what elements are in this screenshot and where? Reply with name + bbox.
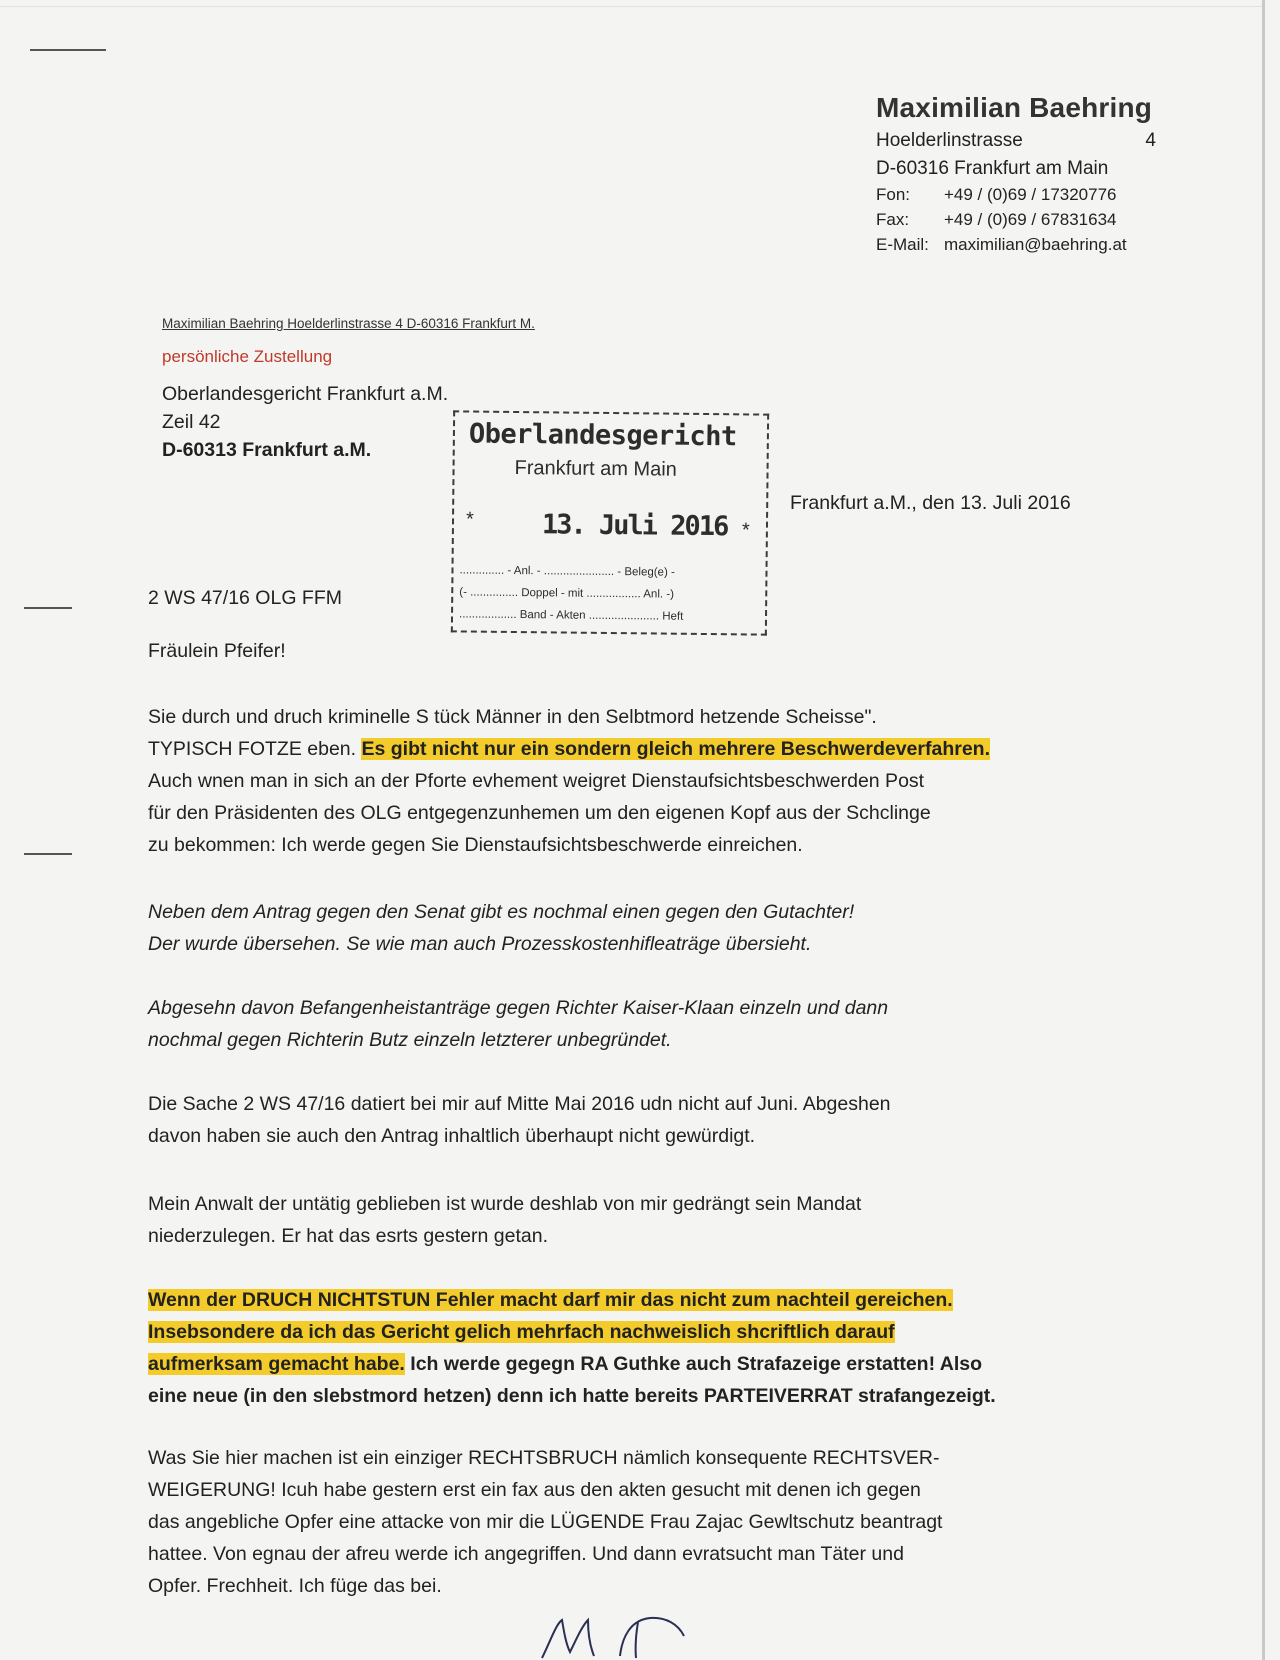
paragraph-3: [148, 992, 1058, 1056]
paragraph-1-line-2: [148, 733, 1058, 765]
paragraph-6: [148, 1284, 1058, 1412]
court-receipt-stamp: [451, 410, 769, 635]
return-address: Maximilian Baehring Hoelderlinstrasse 4 D-60316 Frankfurt M.: [162, 316, 535, 331]
paragraph-5: [148, 1188, 1058, 1252]
paragraph-1-line-4: für den Präsidenten des OLG entgegenzunhemen um den eigenen Kopf aus der Schclinge: [148, 802, 931, 824]
paragraph-6-line-2: [148, 1316, 1058, 1348]
paragraph-7-line-5: Opfer. Frechheit. Ich füge das bei.: [148, 1575, 442, 1597]
paragraph-1-line-5: zu bekommen: Ich werde gegen Sie Dienstaufsichtsbeschwerde einreichen.: [148, 834, 803, 856]
stamp-date: 13. Juli 2016: [541, 509, 728, 543]
page-right-edge: [1262, 0, 1265, 1660]
handwritten-signature: [538, 1612, 688, 1660]
paragraph-6-highlight-2: Insebsondere da ich das Gericht gelich mehrfach nachweislich shcriftlich darauf: [148, 1321, 895, 1343]
paragraph-6-line-4: eine neue (in den slebstmord hetzen) denn ich hatte bereits PARTEIVERRAT strafangezeigt.: [148, 1385, 996, 1407]
page-top-edge: [0, 6, 1262, 7]
paragraph-2-line-1: Neben dem Antrag gegen den Senat gibt es nochmal einen gegen den Gutachter!: [148, 901, 855, 923]
paragraph-1-line-2-text: TYPISCH FOTZE eben.: [148, 738, 362, 760]
paragraph-7-line-4: hattee. Von egnau der afreu werde ich angegriffen. Und dann evratsucht man Täter und: [148, 1543, 904, 1565]
salutation: Fräulein Pfeifer!: [148, 640, 286, 662]
paragraph-3-line-1: Abgesehn davon Befangenheistanträge gegen Richter Kaiser-Klaan einzeln und dann: [148, 997, 889, 1019]
paragraph-4-line-2: davon haben sie auch den Antrag inhaltlich überhaupt nicht gewürdigt.: [148, 1125, 756, 1147]
paragraph-6-highlight-1: Wenn der DRUCH NICHTSTUN Fehler macht darf mir das nicht zum nachteil gereichen.: [148, 1289, 953, 1311]
stamp-star-right: *: [741, 519, 750, 542]
fold-mark-lower: [24, 853, 72, 855]
sender-street: Hoelderlinstrasse: [876, 130, 1023, 151]
stamp-row-attachments: .............. - Anl. - ...................... - Beleg(e) -: [459, 564, 675, 579]
recipient-street: Zeil 42: [162, 411, 221, 433]
sender-email-label: E-Mail:: [876, 235, 929, 254]
paragraph-6-line-3: [148, 1348, 1058, 1380]
sender-email-line: [876, 235, 1156, 255]
stamp-row-copies: (- ............... Doppel - mit ................. Anl. -): [459, 586, 675, 601]
paragraph-5-line-1: Mein Anwalt der untätig geblieben ist wurde deshlab von mir gedrängt sein Mandat: [148, 1193, 862, 1215]
sender-fax: +49 / (0)69 / 67831634: [944, 210, 1117, 229]
fold-mark-top: [30, 49, 106, 51]
sender-phone-label: Fon:: [876, 185, 911, 204]
paragraph-7-line-3: das angebliche Opfer eine attacke von mir die LÜGENDE Frau Zajac Gewltschutz beantragt: [148, 1511, 943, 1533]
paragraph-1: [148, 701, 1058, 861]
paragraph-1-line-1: Sie durch und druch kriminelle S tück Männer in den Selbtmord hetzende Scheisse".: [148, 706, 877, 728]
fold-mark-middle: [24, 607, 72, 609]
paragraph-6-highlight-3: aufmerksam gemacht habe.: [148, 1353, 405, 1375]
case-reference: 2 WS 47/16 OLG FFM: [148, 587, 342, 609]
sender-email: maximilian@baehring.at: [944, 235, 1127, 254]
sender-house-number: 4: [1145, 130, 1156, 151]
recipient-name: Oberlandesgericht Frankfurt a.M.: [162, 383, 449, 405]
paragraph-7: [148, 1442, 1058, 1602]
stamp-court: Oberlandesgericht: [468, 418, 737, 453]
paragraph-5-line-2: niederzulegen. Er hat das esrts gestern getan.: [148, 1225, 548, 1247]
stamp-star-left: *: [465, 508, 474, 531]
stamp-city: Frankfurt am Main: [514, 456, 677, 481]
sender-phone: +49 / (0)69 / 17320776: [944, 185, 1117, 204]
paragraph-6-line-1: [148, 1284, 1058, 1316]
sender-city: D-60316 Frankfurt am Main: [876, 158, 1109, 179]
paragraph-3-line-2: nochmal gegen Richterin Butz einzeln letzterer unbegründet.: [148, 1029, 672, 1051]
paragraph-1-highlight: Es gibt nicht nur ein sondern gleich mehrere Beschwerdeverfahren.: [361, 738, 990, 760]
paragraph-7-line-1: Was Sie hier machen ist ein einziger RECHTSBRUCH nämlich konsequente RECHTSVER-: [148, 1447, 940, 1469]
paragraph-4: [148, 1088, 1058, 1152]
date-line: Frankfurt a.M., den 13. Juli 2016: [790, 492, 1071, 514]
paragraph-2: [148, 896, 1058, 960]
paragraph-2-line-2: Der wurde übersehen. Se wie man auch Prozesskostenhifleaträge übersieht.: [148, 933, 812, 955]
sender-street-line: [876, 130, 1156, 152]
sender-city-line: [876, 158, 1156, 180]
sender-fax-line: [876, 210, 1156, 230]
sender-phone-line: [876, 185, 1156, 205]
paragraph-6-line-3-text: Ich werde gegegn RA Guthke auch Strafazeige erstatten! Also: [404, 1353, 983, 1375]
stamp-row-files: .................. Band - Akten ...................... Heft: [458, 608, 684, 623]
recipient-city: D-60313 Frankfurt a.M.: [162, 439, 372, 461]
delivery-note: persönliche Zustellung: [162, 347, 333, 366]
sender-name: Maximilian Baehring: [876, 92, 1153, 123]
paragraph-4-line-1: Die Sache 2 WS 47/16 datiert bei mir auf Mitte Mai 2016 udn nicht auf Juni. Abgeshen: [148, 1093, 891, 1115]
paragraph-7-line-2: WEIGERUNG! Icuh habe gestern erst ein fax aus den akten gesucht mit denen ich gegen: [148, 1479, 921, 1501]
paragraph-1-line-3: Auch wnen man in sich an der Pforte evhement weigret Dienstaufsichtsbeschwerden Post: [148, 770, 925, 792]
sender-fax-label: Fax:: [876, 210, 910, 229]
recipient-block: [162, 380, 448, 464]
sender-block: [876, 92, 1156, 255]
